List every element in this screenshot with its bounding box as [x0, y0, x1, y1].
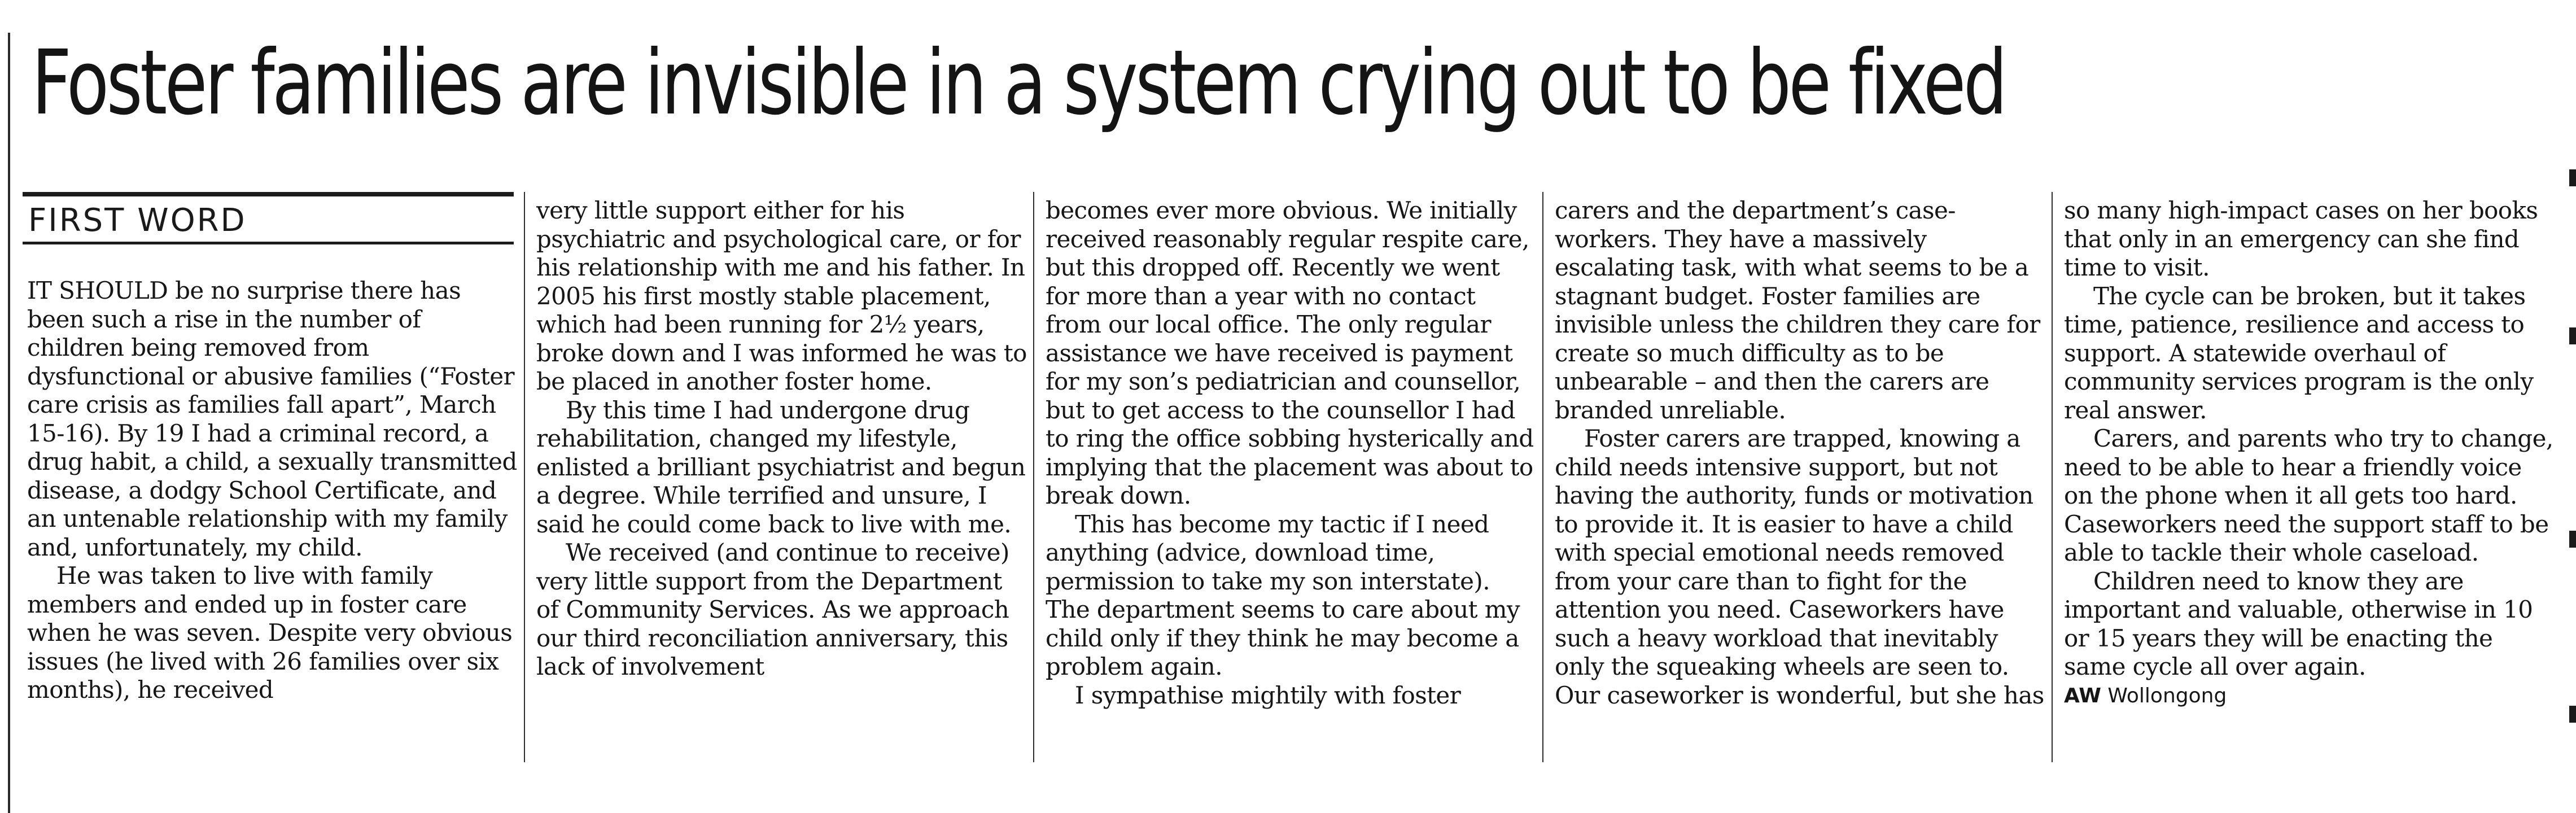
paragraph: Foster carers are trapped, knowing a child needs intensive support, but not having the authority, funds or motivation to provide it. It is easier to have a child with special emotional needs removed from your care than to fight for the attention you need. Caseworkers have such a heavy workload that inevitably only the squeaking wheels are seen to. Our caseworker is wonderful, but she has [1555, 425, 2044, 709]
kicker-label: FIRST WORD [28, 202, 247, 239]
paragraph: Carers, and parents who try to change, need to be able to hear a friendly voice on the phone when it all gets too hard. Caseworkers need the support staff to be able to tackle their whole caseload. [2064, 425, 2553, 566]
left-margin-rule [8, 33, 10, 813]
byline-initials: AW [2064, 684, 2101, 707]
edge-crop-mark [2569, 531, 2576, 548]
column-rule [2052, 192, 2053, 762]
edge-crop-mark [2569, 327, 2576, 344]
paragraph: becomes ever more obvious. We initially received reasonably regular respite care, but this dropped off. Recently we went for more than a year with no contact from our local office. The only regular assistance we have received is payment for my son’s pediatrician and counsellor, but to get access to the counsellor I had to ring the office sobbing hysterically and implying that the placement was about to break down. [1046, 196, 1534, 509]
paragraph: This has become my tactic if I need anything (advice, download time, permission to take my son interstate). The department seems to care about my child only if they think he may become a problem again. [1046, 510, 1520, 680]
article-column-3 [1046, 196, 1537, 710]
paragraph: IT SHOULD be no surprise there has been such a rise in the number of children being removed from dysfunctional or abusive families (“Foster care crisis as families fall apart”, March 15-16). By 19 I had a criminal record, a drug habit, a child, a sexually transmitted disease, a dodgy School Certificate, and an untenable relationship with my family and, unfortunately, my child. [27, 277, 517, 561]
paragraph: carers and the department’s case-workers. They have a massively escalating task, with what seems to be a stagnant budget. Foster families are invisible unless the children they care for create so much difficulty as to be unbearable – and then the carers are branded unreliable. [1555, 196, 2040, 424]
paragraph: He was taken to live with family members and ended up in foster care when he was seven. Despite very obvious issues (he lived with 26 families over six months), he received [27, 562, 513, 703]
paragraph: I sympathise mightily with foster [1075, 681, 1461, 709]
paragraph: The cycle can be broken, but it takes time, patience, resilience and access to support. A statewide overhaul of community services program is the only real answer. [2064, 282, 2534, 424]
edge-crop-mark [2569, 706, 2576, 723]
column-rule [524, 192, 525, 762]
kicker-box [23, 192, 514, 248]
paragraph: By this time I had undergone drug rehabilitation, changed my lifestyle, enlisted a brilliant psychiatrist and begun a degree. While terrified and unsure, I said he could come back to live with me. [536, 396, 1026, 538]
paragraph: so many high-impact cases on her books that only in an emergency can she find time to visit. [2064, 196, 2538, 281]
article-column-4 [1555, 196, 2046, 710]
byline [2064, 683, 2555, 710]
column-rule [1033, 192, 1034, 762]
paragraph: very little support either for his psychiatric and psychological care, or for his relationship with me and his father. In 2005 his first mostly stable placement, which had been running for 2½ years, broke down and I was informed he was to be placed in another foster home. [536, 196, 1027, 395]
kicker-rule-top [23, 192, 514, 196]
byline-location: Wollongong [2107, 684, 2227, 707]
headline: Foster families are invisible in a system crying out to be fixed [32, 31, 2005, 135]
paragraph: Children need to know they are important and valuable, otherwise in 10 or 15 years they will be enacting the same cycle all over again. [2064, 567, 2533, 680]
kicker-rule-bottom [23, 242, 514, 244]
column-rule [1542, 192, 1543, 762]
article-column-2 [536, 196, 1027, 681]
paragraph: We received (and continue to receive) very little support from the Department of Community Services. As we approach our third reconciliation anniversary, this lack of involvement [536, 539, 1009, 680]
article-column-5 [2064, 196, 2555, 710]
edge-crop-mark [2569, 169, 2576, 186]
article-column-1 [27, 277, 518, 705]
